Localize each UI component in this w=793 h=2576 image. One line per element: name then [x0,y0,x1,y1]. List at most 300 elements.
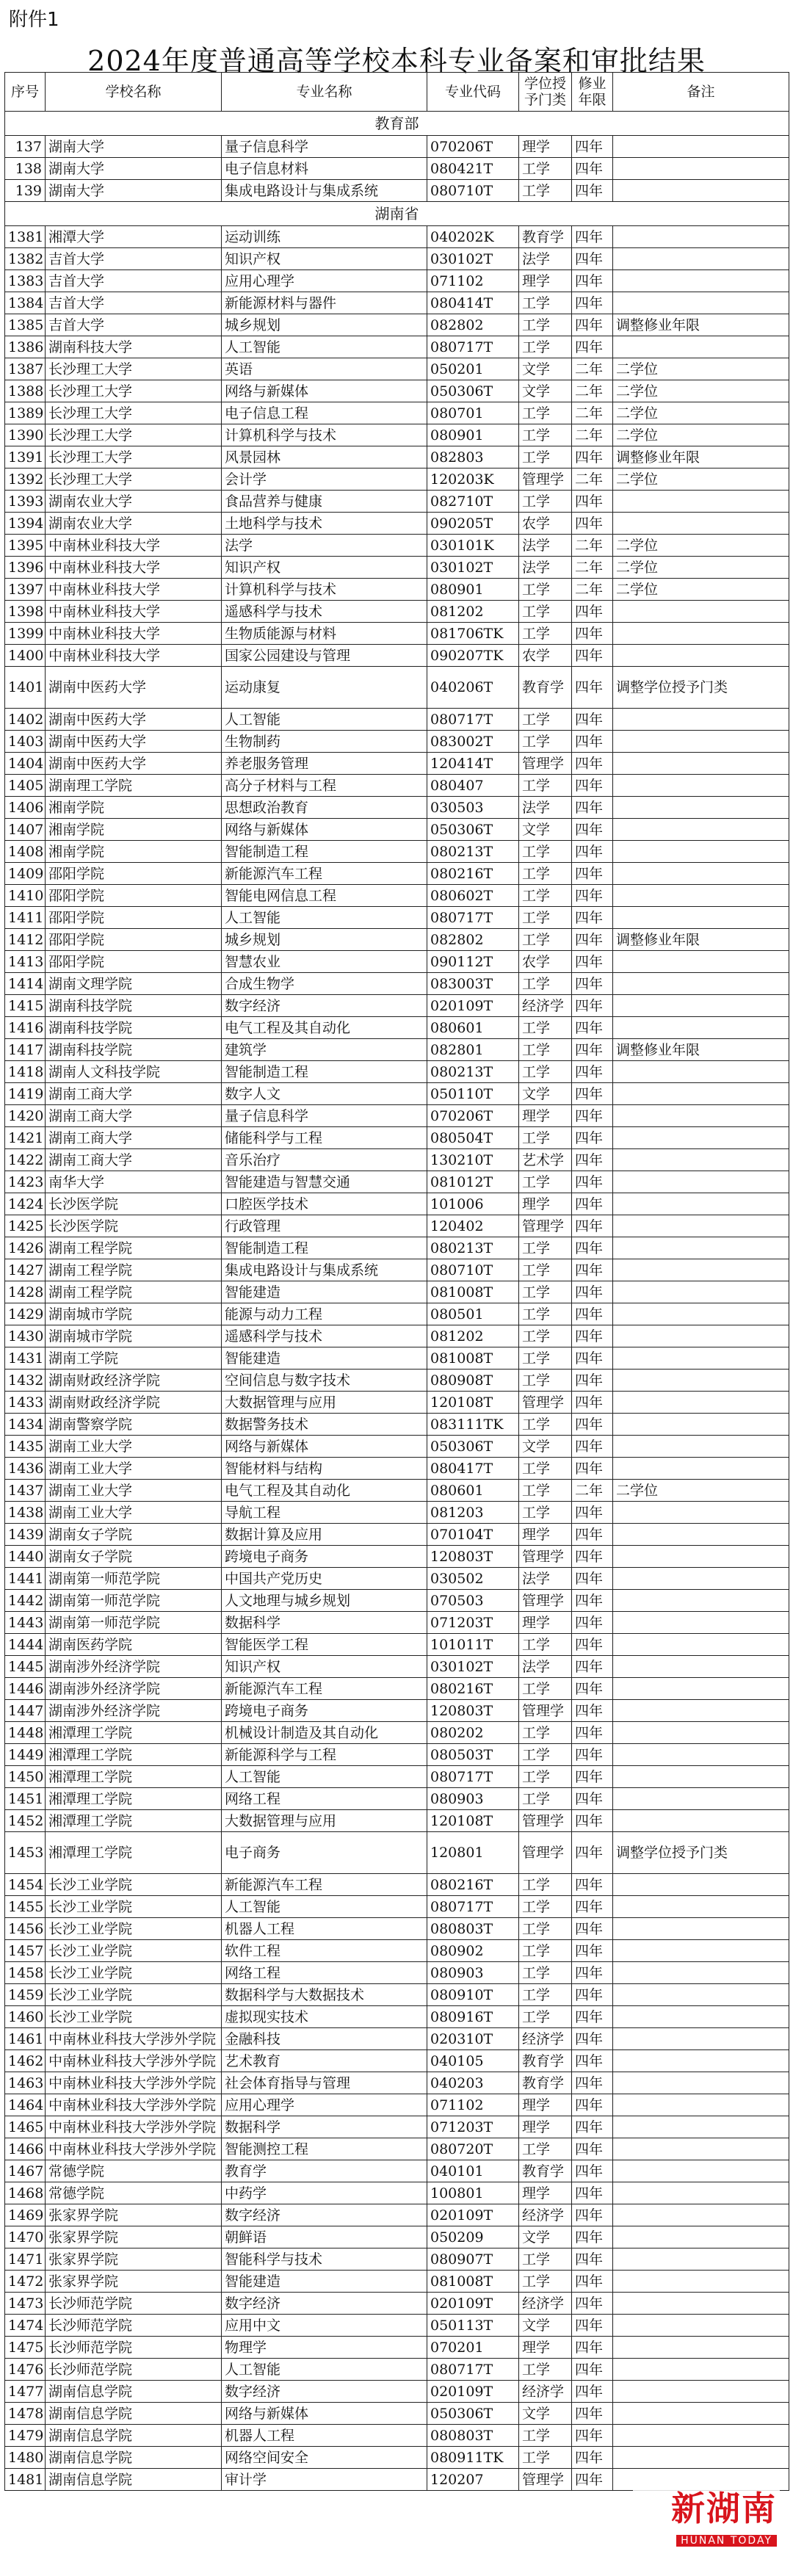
cell-degree: 工学 [519,1347,572,1370]
cell-school: 长沙工业学院 [46,2006,222,2028]
cell-degree: 工学 [519,1039,572,1061]
table-row [5,2293,789,2315]
cell-years: 二年 [572,535,613,557]
cell-index: 1458 [5,1962,46,1984]
table-row [5,1193,789,1215]
cell-code: 081202 [427,1325,519,1347]
cell-degree: 工学 [519,775,572,797]
cell-degree: 理学 [519,270,572,292]
cell-major: 电子信息材料 [222,158,427,180]
cell-major: 能源与动力工程 [222,1303,427,1325]
table-row [5,1962,789,1984]
cell-index: 1433 [5,1392,46,1414]
table-row [5,2182,789,2204]
cell-school: 常德学院 [46,2160,222,2182]
table-row [5,1325,789,1347]
table-row [5,1436,789,1458]
cell-code: 081706TK [427,623,519,645]
table-row [5,1480,789,1502]
table-row [5,863,789,885]
cell-major: 数据科学与大数据技术 [222,1984,427,2006]
cell-major: 风景园林 [222,446,427,468]
cell-years: 二年 [572,468,613,491]
cell-major: 土地科学与技术 [222,513,427,535]
cell-years: 四年 [572,2425,613,2447]
cell-school: 中南林业科技大学涉外学院 [46,2072,222,2094]
cell-code: 020109T [427,2293,519,2315]
cell-major: 城乡规划 [222,314,427,336]
cell-school: 湖南财政经济学院 [46,1392,222,1414]
table-row [5,180,789,202]
cell-degree: 管理学 [519,1215,572,1237]
cell-years: 四年 [572,1171,613,1193]
cell-years: 四年 [572,2072,613,2094]
cell-index: 1426 [5,1237,46,1259]
cell-major: 运动康复 [222,667,427,709]
cell-code: 071203T [427,1612,519,1634]
cell-degree: 工学 [519,180,572,202]
cell-major: 空间信息与数字技术 [222,1370,427,1392]
table-row [5,1810,789,1832]
cell-major: 审计学 [222,2469,427,2491]
cell-index: 1412 [5,929,46,951]
cell-school: 湖南工商大学 [46,1127,222,1149]
cell-degree: 法学 [519,248,572,270]
table-row [5,1788,789,1810]
cell-school: 邵阳学院 [46,951,222,973]
cell-note [613,1502,789,1524]
cell-years: 二年 [572,358,613,380]
table-row [5,1237,789,1259]
cell-school: 湖南大学 [46,180,222,202]
table-row [5,557,789,579]
cell-index: 1409 [5,863,46,885]
cell-major: 英语 [222,358,427,380]
cell-code: 082802 [427,314,519,336]
cell-school: 吉首大学 [46,292,222,314]
cell-code: 080901 [427,579,519,601]
cell-degree: 工学 [519,402,572,424]
cell-years: 四年 [572,1568,613,1590]
cell-degree: 工学 [519,1766,572,1788]
cell-code: 020109T [427,2381,519,2403]
cell-note: 二学位 [613,424,789,446]
cell-school: 湖南工业大学 [46,1480,222,1502]
cell-school: 张家界学院 [46,2271,222,2293]
table-row [5,424,789,446]
cell-code: 080908T [427,1370,519,1392]
table-row [5,2381,789,2403]
table-row [5,731,789,753]
cell-degree: 工学 [519,314,572,336]
cell-note: 二学位 [613,468,789,491]
cell-index: 1385 [5,314,46,336]
section-title: 教育部 [5,112,789,136]
cell-major: 大数据管理与应用 [222,1810,427,1832]
cell-degree: 工学 [519,1127,572,1149]
cell-school: 湖南城市学院 [46,1325,222,1347]
cell-note: 调整修业年限 [613,1039,789,1061]
cell-code: 070104T [427,1524,519,1546]
cell-code: 080717T [427,2359,519,2381]
cell-degree: 工学 [519,1171,572,1193]
cell-degree: 法学 [519,1656,572,1678]
cell-note [613,226,789,248]
cell-index: 1464 [5,2094,46,2116]
cell-years: 四年 [572,973,613,995]
cell-code: 071102 [427,270,519,292]
cell-years: 四年 [572,1502,613,1524]
cell-major: 集成电路设计与集成系统 [222,1259,427,1281]
cell-years: 四年 [572,1634,613,1656]
cell-years: 四年 [572,1325,613,1347]
cell-years: 四年 [572,1918,613,1940]
cell-code: 030102T [427,248,519,270]
table-row [5,535,789,557]
cell-major: 大数据管理与应用 [222,1392,427,1414]
table-row [5,819,789,841]
table-row [5,1017,789,1039]
cell-major: 机器人工程 [222,2425,427,2447]
cell-major: 运动训练 [222,226,427,248]
cell-major: 社会体育指导与管理 [222,2072,427,2094]
cell-school: 湖南信息学院 [46,2381,222,2403]
cell-major: 量子信息科学 [222,136,427,158]
cell-school: 湖南警察学院 [46,1414,222,1436]
cell-school: 长沙理工大学 [46,380,222,402]
cell-degree: 工学 [519,1237,572,1259]
cell-school: 长沙理工大学 [46,468,222,491]
cell-index: 1470 [5,2226,46,2248]
cell-school: 湖南工业大学 [46,1502,222,1524]
cell-index: 1453 [5,1832,46,1874]
cell-note [613,2094,789,2116]
cell-major: 会计学 [222,468,427,491]
cell-degree: 工学 [519,446,572,468]
cell-major: 新能源材料与器件 [222,292,427,314]
cell-note [613,1766,789,1788]
table-row [5,446,789,468]
cell-years: 四年 [572,1722,613,1744]
cell-major: 生物质能源与材料 [222,623,427,645]
cell-code: 070201 [427,2337,519,2359]
table-row [5,601,789,623]
cell-code: 090205T [427,513,519,535]
cell-school: 湖南财政经济学院 [46,1370,222,1392]
cell-index: 1457 [5,1940,46,1962]
cell-school: 湖南农业大学 [46,513,222,535]
cell-code: 083002T [427,731,519,753]
cell-school: 湖南中医药大学 [46,709,222,731]
cell-years: 四年 [572,2006,613,2028]
cell-code: 120803T [427,1700,519,1722]
cell-code: 080710T [427,180,519,202]
cell-years: 四年 [572,819,613,841]
cell-major: 网络与新媒体 [222,819,427,841]
cell-school: 湘潭大学 [46,226,222,248]
cell-note [613,973,789,995]
cell-note [613,753,789,775]
cell-years: 四年 [572,2315,613,2337]
cell-school: 湖南工商大学 [46,1149,222,1171]
cell-index: 1436 [5,1458,46,1480]
cell-code: 040206T [427,667,519,709]
cell-school: 吉首大学 [46,270,222,292]
cell-degree: 管理学 [519,468,572,491]
table-row [5,380,789,402]
cell-years: 四年 [572,2381,613,2403]
cell-years: 四年 [572,2337,613,2359]
col-header-index: 序号 [5,73,46,112]
cell-index: 1411 [5,907,46,929]
cell-code: 050306T [427,2403,519,2425]
cell-school: 湖南信息学院 [46,2447,222,2469]
cell-years: 四年 [572,2182,613,2204]
cell-index: 1390 [5,424,46,446]
cell-years: 四年 [572,513,613,535]
cell-note [613,2006,789,2028]
table-row [5,2403,789,2425]
cell-degree: 工学 [519,1984,572,2006]
cell-note [613,1918,789,1940]
cell-note [613,1634,789,1656]
cell-school: 长沙医学院 [46,1215,222,1237]
cell-years: 四年 [572,863,613,885]
cell-major: 养老服务管理 [222,753,427,775]
cell-note [613,1568,789,1590]
cell-degree: 教育学 [519,226,572,248]
cell-degree: 文学 [519,2403,572,2425]
cell-note [613,797,789,819]
cell-years: 四年 [572,1700,613,1722]
cell-school: 张家界学院 [46,2248,222,2271]
cell-major: 智能制造工程 [222,1237,427,1259]
cell-years: 四年 [572,1810,613,1832]
cell-major: 网络与新媒体 [222,1436,427,1458]
cell-major: 智能建造与智慧交通 [222,1171,427,1193]
cell-code: 100801 [427,2182,519,2204]
cell-code: 050209 [427,2226,519,2248]
cell-code: 081012T [427,1171,519,1193]
table-row [5,2116,789,2138]
cell-note [613,1061,789,1083]
cell-code: 130210T [427,1149,519,1171]
cell-note [613,623,789,645]
cell-major: 智能制造工程 [222,1061,427,1083]
cell-major: 食品营养与健康 [222,491,427,513]
cell-index: 1397 [5,579,46,601]
cell-index: 1473 [5,2293,46,2315]
table-row [5,1832,789,1874]
cell-school: 吉首大学 [46,314,222,336]
cell-years: 四年 [572,314,613,336]
cell-school: 湖南中医药大学 [46,731,222,753]
cell-index: 1395 [5,535,46,557]
cell-degree: 管理学 [519,1810,572,1832]
cell-note [613,1171,789,1193]
cell-note [613,491,789,513]
cell-degree: 管理学 [519,1832,572,1874]
cell-years: 四年 [572,1678,613,1700]
cell-code: 080903 [427,1788,519,1810]
cell-major: 高分子材料与工程 [222,775,427,797]
attachment-label: 附件1 [9,9,59,31]
cell-school: 湖南工业大学 [46,1436,222,1458]
cell-index: 1432 [5,1370,46,1392]
cell-code: 020109T [427,995,519,1017]
cell-code: 080202 [427,1722,519,1744]
cell-code: 120801 [427,1832,519,1874]
cell-code: 030101K [427,535,519,557]
cell-school: 中南林业科技大学 [46,601,222,623]
cell-code: 083003T [427,973,519,995]
table-row [5,1281,789,1303]
cell-index: 1383 [5,270,46,292]
table-row [5,270,789,292]
cell-degree: 艺术学 [519,1149,572,1171]
cell-major: 智能制造工程 [222,841,427,863]
cell-major: 数字经济 [222,2293,427,2315]
cell-school: 湖南农业大学 [46,491,222,513]
cell-code: 120108T [427,1392,519,1414]
cell-index: 1389 [5,402,46,424]
table-row [5,841,789,863]
table-row [5,623,789,645]
col-header-note: 备注 [613,73,789,112]
cell-degree: 理学 [519,2094,572,2116]
cell-school: 湖南信息学院 [46,2469,222,2491]
cell-degree: 管理学 [519,1700,572,1722]
cell-note [613,1392,789,1414]
cell-years: 四年 [572,136,613,158]
cell-school: 湖南第一师范学院 [46,1612,222,1634]
cell-note [613,1237,789,1259]
cell-degree: 工学 [519,623,572,645]
table-row [5,1590,789,1612]
cell-index: 1449 [5,1744,46,1766]
cell-degree: 工学 [519,1502,572,1524]
cell-index: 1429 [5,1303,46,1325]
cell-code: 080421T [427,158,519,180]
cell-code: 120207 [427,2469,519,2491]
cell-school: 长沙理工大学 [46,358,222,380]
cell-years: 四年 [572,623,613,645]
cell-code: 080916T [427,2006,519,2028]
cell-degree: 管理学 [519,1546,572,1568]
cell-years: 二年 [572,424,613,446]
table-row [5,1039,789,1061]
table-row [5,2447,789,2469]
cell-note [613,2293,789,2315]
cell-years: 四年 [572,226,613,248]
cell-major: 中药学 [222,2182,427,2204]
cell-years: 四年 [572,1612,613,1634]
cell-note [613,513,789,535]
cell-note [613,2403,789,2425]
cell-code: 080717T [427,709,519,731]
cell-index: 139 [5,180,46,202]
cell-degree: 教育学 [519,2160,572,2182]
table-row [5,1458,789,1480]
cell-note [613,863,789,885]
cell-index: 1445 [5,1656,46,1678]
cell-major: 遥感科学与技术 [222,601,427,623]
cell-index: 1388 [5,380,46,402]
cell-school: 湖南工业大学 [46,1458,222,1480]
cell-note [613,2160,789,2182]
cell-index: 1441 [5,1568,46,1590]
cell-code: 080717T [427,336,519,358]
cell-index: 1472 [5,2271,46,2293]
cell-school: 湖南中医药大学 [46,667,222,709]
cell-school: 湖南理工学院 [46,775,222,797]
cell-index: 1477 [5,2381,46,2403]
cell-school: 湖南医药学院 [46,1634,222,1656]
table-row [5,907,789,929]
cell-years: 四年 [572,2160,613,2182]
cell-note [613,1017,789,1039]
cell-years: 四年 [572,1193,613,1215]
cell-school: 湖南涉外经济学院 [46,1678,222,1700]
cell-code: 030102T [427,1656,519,1678]
cell-degree: 工学 [519,1480,572,1502]
cell-years: 二年 [572,579,613,601]
cell-note: 调整修业年限 [613,929,789,951]
cell-note: 二学位 [613,535,789,557]
cell-index: 1414 [5,973,46,995]
cell-years: 四年 [572,2204,613,2226]
table-row [5,709,789,731]
cell-major: 知识产权 [222,1656,427,1678]
cell-degree: 工学 [519,2138,572,2160]
table-row [5,1105,789,1127]
cell-major: 智能电网信息工程 [222,885,427,907]
cell-degree: 文学 [519,819,572,841]
cell-degree: 文学 [519,2315,572,2337]
cell-degree: 法学 [519,797,572,819]
cell-years: 四年 [572,2248,613,2271]
cell-index: 1478 [5,2403,46,2425]
col-header-major: 专业名称 [222,73,427,112]
cell-index: 1444 [5,1634,46,1656]
table-row [5,2315,789,2337]
table-row [5,248,789,270]
cell-degree: 工学 [519,336,572,358]
cell-school: 长沙工业学院 [46,1896,222,1918]
cell-note [613,1083,789,1105]
cell-note [613,1436,789,1458]
cell-index: 1461 [5,2028,46,2050]
cell-years: 四年 [572,1896,613,1918]
cell-years: 四年 [572,645,613,667]
cell-index: 1450 [5,1766,46,1788]
cell-years: 四年 [572,2226,613,2248]
cell-index: 1408 [5,841,46,863]
cell-degree: 工学 [519,1458,572,1480]
cell-major: 电子信息工程 [222,402,427,424]
cell-school: 湖南城市学院 [46,1303,222,1325]
cell-code: 050110T [427,1083,519,1105]
cell-index: 1455 [5,1896,46,1918]
cell-major: 电子商务 [222,1832,427,1874]
cell-major: 艺术教育 [222,2050,427,2072]
cell-code: 120108T [427,1810,519,1832]
cell-note [613,136,789,158]
cell-school: 长沙理工大学 [46,446,222,468]
table-row [5,314,789,336]
cell-degree: 工学 [519,709,572,731]
cell-years: 四年 [572,158,613,180]
